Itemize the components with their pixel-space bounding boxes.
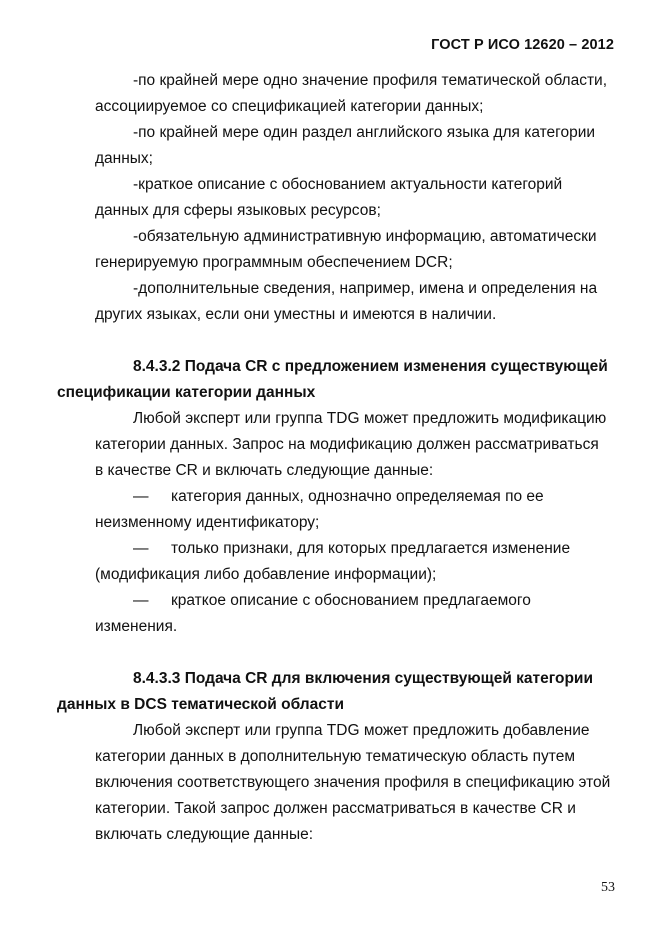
section-heading-8433: 8.4.3.3 Подача CR для включения существующей категории данных в DCS тематической области	[57, 670, 593, 713]
list-item: -по крайней мере одно значение профиля тематической области, ассоциируемое со спецификацией категории данных;	[95, 72, 608, 115]
standard-header: ГОСТ Р ИСО 12620 – 2012	[431, 37, 614, 53]
intro-list	[95, 68, 615, 328]
list-item: -по крайней мере один раздел английского языка для категории данных;	[95, 124, 596, 167]
list-item: -дополнительные сведения, например, имена и определения на других языках, если они уместны и имеются в наличии.	[95, 280, 598, 323]
section-paragraph: Любой эксперт или группа TDG может предложить модификацию категории данных. Запрос на модификацию должен рассматриваться в качестве CR и включать следующие данные:	[95, 410, 607, 479]
list-item: — категория данных, однозначно определяемая по ее неизменному идентификатору;	[95, 488, 544, 531]
dash-list	[95, 484, 615, 640]
list-item: -краткое описание с обоснованием актуальности категорий данных для сферы языковых ресурсов;	[95, 176, 563, 219]
list-item: — краткое описание с обоснованием предлагаемого изменения.	[95, 592, 531, 635]
page-number: 53	[601, 880, 615, 895]
body-text	[57, 68, 615, 848]
list-item: — только признаки, для которых предлагается изменение (модификация либо добавление информации);	[95, 540, 571, 583]
section-heading-8432: 8.4.3.2 Подача CR с предложением изменения существующей спецификации категории данных	[57, 358, 608, 401]
list-item: -обязательную административную информацию, автоматически генерируемую программным обеспечением DCR;	[95, 228, 597, 271]
section-paragraph: Любой эксперт или группа TDG может предложить добавление категории данных в дополнительную тематическую область путем включения соответствующего значения профиля в спецификацию этой категории. Такой запрос должен рассматриваться в качестве CR и включать следующие данные:	[95, 722, 611, 843]
